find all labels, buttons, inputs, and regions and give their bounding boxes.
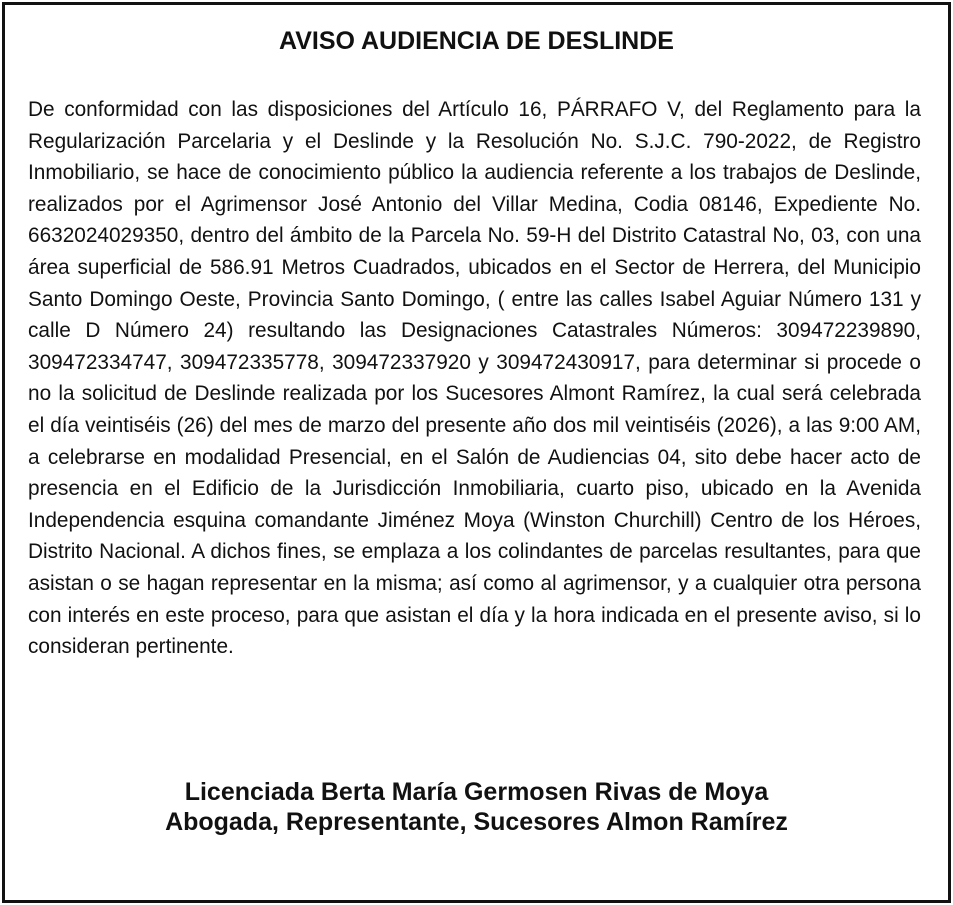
notice-title: AVISO AUDIENCIA DE DESLINDE <box>279 27 674 55</box>
signature-name: Licenciada Berta María Germosen Rivas de Moya <box>184 778 769 806</box>
notice-body: De conformidad con las disposiciones del Artículo 16, PÁRRAFO V, del Reglamento para la Regularización Parcelaria y el Deslinde y la Resolución No. S.J.C. 790-2022, de Registro Inmobiliario, se hace de conocimiento público la audiencia referente a los trabajos de Deslinde, realizados por el Agrimensor José Antonio del Villar Medina, Codia 08146, Expediente No. 6632024029350, dentro del ámbito de la Parcela No. 59-H del Distrito Catastral No, 03, con una área superficial de 586.91 Metros Cuadrados, ubicados en el Sector de Herrera, del Municipio Santo Domingo Oeste, Provincia Santo Domingo, ( entre las calles Isabel Aguiar Número 131 y calle D Número 24) resultando las Designaciones Catastrales Números: 309472239890, 309472334747, 309472335778, 309472337920 y 309472430917, para determinar si procede o no la solicitud de Deslinde realizada por los Sucesores Almont Ramírez, la cual será celebrada el día veintiséis (26) del mes de marzo del presente año dos mil veintiséis (2026), a las 9:00 AM, a celebrarse en modalidad Presencial, en el Salón de Audiencias 04, sito debe hacer acto de presencia en el Edificio de la Jurisdicción Inmobiliaria, cuarto piso, ubicado en la Avenida Independencia esquina comandante Jiménez Moya (Winston Churchill) Centro de los Héroes, Distrito Nacional. A dichos fines, se emplaza a los colindantes de parcelas resultantes, para que asistan o se hagan representar en la misma; así como al agrimensor, y a cualquier otra persona con interés en este proceso, para que asistan el día y la hora indicada en el presente aviso, si lo consideran pertinente. <box>28 98 921 659</box>
signature-block <box>5 777 948 837</box>
notice-frame <box>2 2 951 903</box>
signature-role: Abogada, Representante, Sucesores Almon Ramírez <box>165 808 788 836</box>
